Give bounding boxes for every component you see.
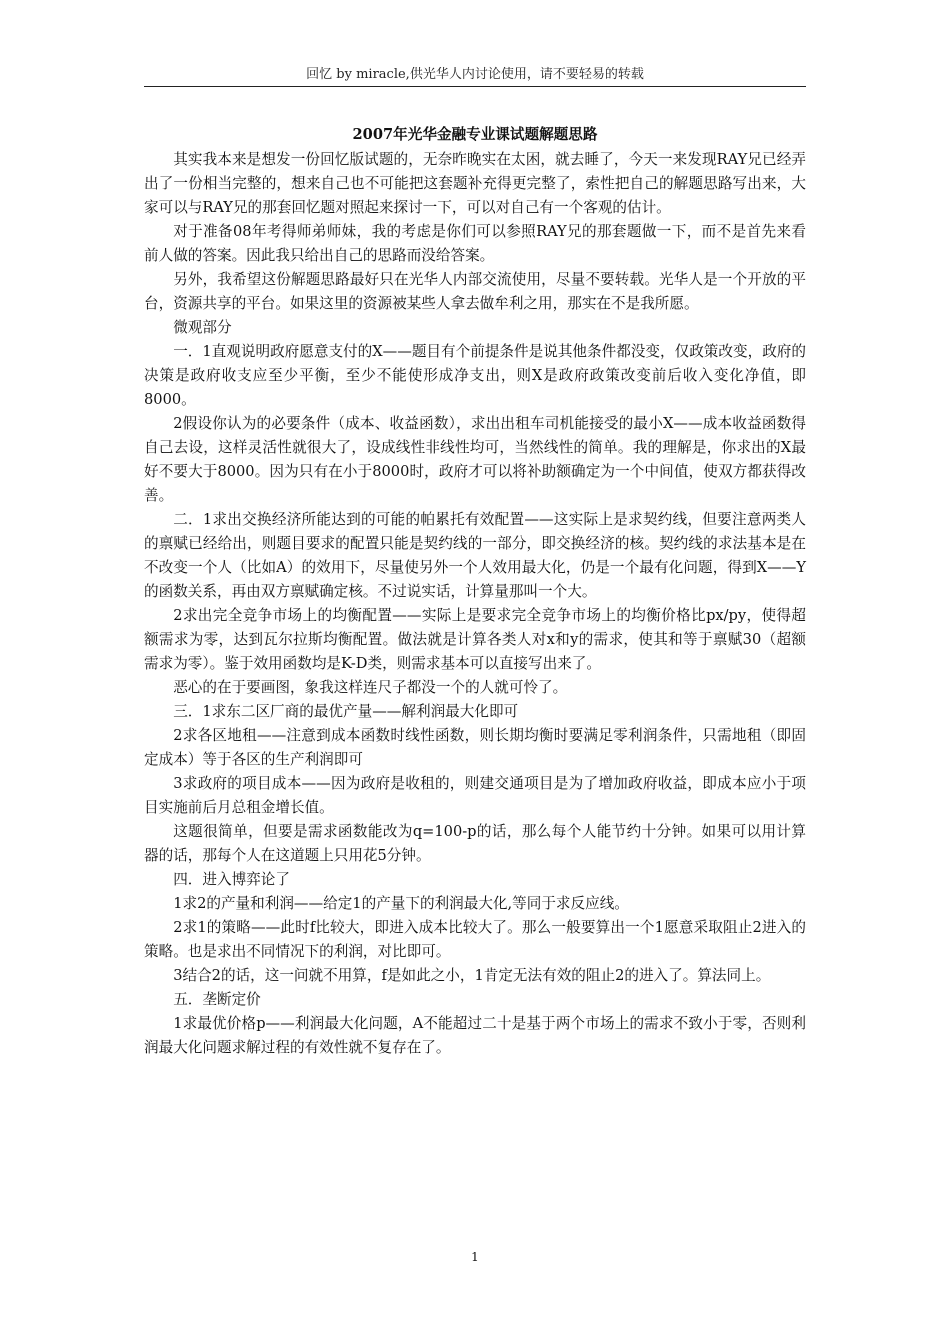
paragraph-advice: 对于准备08年考得师弟师妹，我的考虑是你们可以参照RAY兄的那套题做一下，而不是首先来看前人做的答案。因此我只给出自己的思路而没给答案。: [144, 223, 806, 264]
paragraph-q3-2: 2求各区地租——注意到成本函数时线性函数，则长期均衡时要满足零利润条件，只需地租（即固定成本）等于各区的生产利润即可: [144, 727, 806, 768]
paragraph-q1-2: 2假设你认为的必要条件（成本、收益函数），求出出租车司机能接受的最小X——成本收益函数得自己去设，这样灵活性就很大了，设成线性非线性均可，当然线性的简单。我的理解是，你求出的X最好不要大于8000。因为只有在小于8000时，政府才可以将补助额确定为一个中间值，使双方都获得改善。: [144, 415, 806, 504]
paragraph-q2-2: 2求出完全竞争市场上的均衡配置——实际上是要求完全竞争市场上的均衡价格比px/py，使得超额需求为零，达到瓦尔拉斯均衡配置。做法就是计算各类人对x和y的需求，使其和等于禀赋30（超额需求为零）。鉴于效用函数均是K-D类，则需求基本可以直接写出来了。: [144, 607, 806, 672]
paragraph-q5-1: 1求最优价格p——利润最大化问题，A不能超过二十是基于两个市场上的需求不致小于零，否则利润最大化问题求解过程的有效性就不复存在了。: [144, 1015, 806, 1056]
paragraph-q2-1: 二．1求出交换经济所能达到的可能的帕累托有效配置——这实际上是求契约线，但要注意两类人的禀赋已经给出，则题目要求的配置只能是契约线的一部分，即交换经济的核。契约线的求法基本是在不改变一个人（比如A）的效用下，尽量使另外一个人效用最大化，仍是一个最有化问题，得到X——Y的函数关系，再由双方禀赋确定核。不过说实话，计算量那叫一个大。: [144, 511, 806, 600]
section-heading-micro: 微观部分: [173, 319, 232, 336]
paragraph-q4-1: 1求2的产量和利润——给定1的产量下的利润最大化,等同于求反应线。: [173, 895, 629, 912]
page-number: 1: [471, 1250, 479, 1264]
paragraph-sharing: 另外，我希望这份解题思路最好只在光华人内部交流使用，尽量不要转载。光华人是一个开放的平台，资源共享的平台。如果这里的资源被某些人拿去做牟利之用，那实在不是我所愿。: [144, 271, 806, 312]
document-title: 2007年光华金融专业课试题解题思路: [352, 126, 598, 143]
document-body: [144, 123, 806, 1060]
paragraph-q5-heading: 五．垄断定价: [173, 991, 261, 1008]
paragraph-q4-2: 2求1的策略——此时f比较大，即进入成本比较大了。那么一般要算出一个1愿意采取阻止2进入的策略。也是求出不同情况下的利润，对比即可。: [144, 919, 806, 960]
paragraph-intro: 其实我本来是想发一份回忆版试题的，无奈昨晚实在太困，就去睡了，今天一来发现RAY兄已经弄出了一份相当完整的，想来自己也不可能把这套题补充得更完整了，索性把自己的解题思路写出来，大家可以与RAY兄的那套回忆题对照起来探讨一下，可以对自己有一个客观的估计。: [144, 151, 806, 216]
paragraph-q3-3: 3求政府的项目成本——因为政府是收租的，则建交通项目是为了增加政府收益，即成本应小于项目实施前后月总租金增长值。: [144, 775, 806, 816]
paragraph-q4-heading: 四．进入博弈论了: [173, 871, 290, 888]
paragraph-q2-note: 恶心的在于要画图，象我这样连尺子都没一个的人就可怜了。: [173, 679, 568, 696]
header-divider: [144, 86, 806, 87]
paragraph-q3-1: 三．1求东二区厂商的最优产量——解利润最大化即可: [173, 703, 519, 720]
paragraph-q3-note: 这题很简单，但要是需求函数能改为q=100-p的话，那么每个人能节约十分钟。如果可以用计算器的话，那每个人在这道题上只用花5分钟。: [144, 823, 806, 864]
paragraph-q4-3: 3结合2的话，这一问就不用算，f是如此之小，1肯定无法有效的阻止2的进入了。算法同上。: [173, 967, 771, 984]
page-header: 回忆 by miracle,供光华人内讨论使用，请不要轻易的转载: [306, 67, 644, 82]
paragraph-q1-1: 一．1直观说明政府愿意支付的X——题目有个前提条件是说其他条件都没变，仅政策改变，政府的决策是政府收支应至少平衡，至少不能使形成净支出，则X是政府政策改变前后收入变化净值，即8000。: [144, 343, 806, 408]
